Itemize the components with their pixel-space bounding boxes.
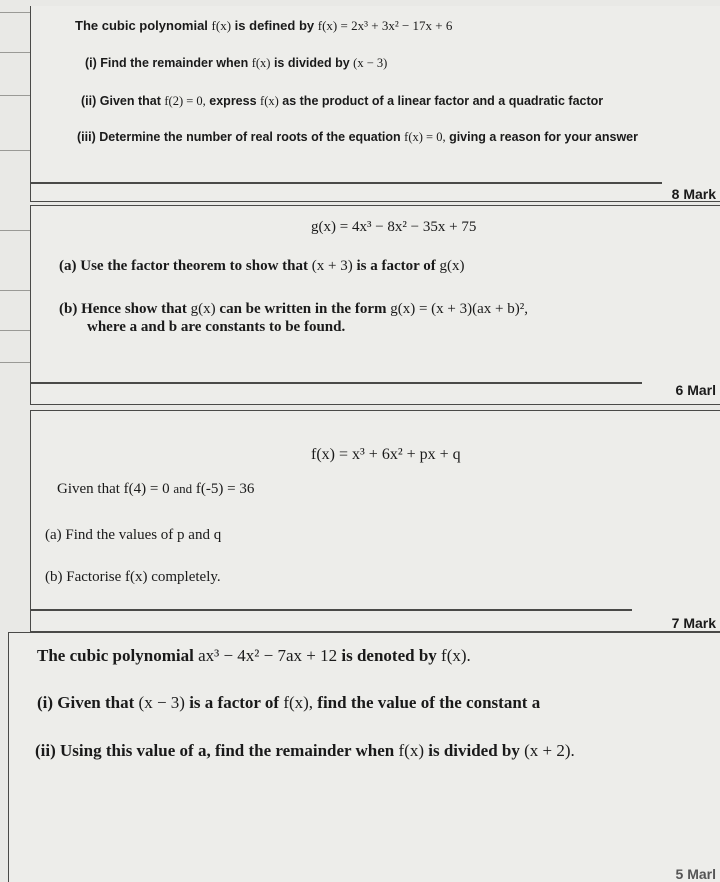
q1-part-ii-mid: express (209, 94, 257, 108)
q1-part-i-mid: is divided by (273, 56, 350, 70)
q4-intro-polynomial: ax³ − 4x² − 7ax + 12 (198, 646, 338, 665)
q2-equation: g(x) = 4x³ − 8x² − 35x + 75 (311, 219, 477, 235)
q3-part-b-rest: completely. (151, 569, 221, 585)
q1-part-iii-text: Determine the number of real roots of the equation (99, 130, 401, 144)
page-edge-line (0, 290, 30, 291)
q3-given (57, 481, 254, 498)
q1-part-i-fx: f(x) (251, 56, 271, 70)
q2-part-a-gx: g(x) (439, 258, 465, 274)
q3-part-b-text: Factorise (66, 569, 122, 585)
q3-given-condition-1: f(4) = 0 (123, 481, 170, 497)
q4-part-ii-label: (ii) (35, 741, 56, 760)
q3-given-text: Given that (57, 481, 120, 497)
q4-part-ii-text: Using this value of a, find the remainder when (60, 741, 395, 760)
q1-intro-equation: f(x) = 2x³ + 3x² − 17x + 6 (317, 18, 453, 33)
q4-part-ii-divisor: (x + 2). (524, 741, 575, 760)
q1-part-iii-label: (iii) (77, 130, 96, 144)
page-edge-line (0, 362, 30, 363)
q2-part-a (59, 258, 464, 275)
question-1-panel (30, 6, 720, 202)
q2-part-b-line2: where a and b are constants to be found. (87, 319, 346, 335)
question-1-divider (31, 182, 662, 184)
q1-part-ii-label: (ii) (81, 94, 97, 108)
q1-part-ii-text: Given that (99, 94, 161, 108)
q1-intro (75, 18, 452, 34)
q4-part-ii-fx: f(x) (398, 741, 424, 760)
q4-part-ii-mid: is divided by (428, 741, 520, 760)
q1-part-iii (77, 130, 638, 145)
q1-part-ii-rest: as the product of a linear factor and a quadratic factor (282, 94, 604, 108)
q1-intro-fx: f(x) (211, 18, 232, 33)
question-2-panel (30, 205, 720, 405)
page-edge-line (0, 95, 30, 96)
question-2-divider (31, 382, 642, 384)
q2-part-b-text: Hence show that (81, 301, 187, 317)
q1-intro-defined: is defined by (234, 18, 315, 33)
q3-part-a (45, 527, 221, 544)
q2-part-b-label: (b) (59, 301, 78, 317)
q4-part-i-rest: find the value of the constant a (317, 693, 541, 712)
q3-part-a-label: (a) (45, 527, 62, 543)
question-3-panel (30, 410, 720, 632)
q3-given-condition-2: f(-5) = 36 (195, 481, 255, 497)
question-3-divider (31, 609, 632, 611)
q2-part-b (59, 301, 528, 318)
q1-part-ii (81, 94, 603, 109)
q2-part-a-text: Use the factor theorem to show that (80, 258, 308, 274)
q1-part-iii-rest: giving a reason for your answer (449, 130, 639, 144)
q1-part-i-text: Find the remainder when (100, 56, 249, 70)
q4-part-ii (35, 741, 575, 761)
q3-equation: f(x) = x³ + 6x² + px + q (311, 446, 461, 463)
q3-part-b-fx: f(x) (124, 569, 148, 585)
q2-part-b-gx: g(x) (190, 301, 216, 317)
q4-part-i (37, 693, 540, 713)
q3-part-b-label: (b) (45, 569, 63, 585)
q2-part-a-label: (a) (59, 258, 77, 274)
q1-intro-text: The cubic polynomial (75, 18, 208, 33)
q4-part-i-fx: f(x), (283, 693, 314, 712)
q1-part-i-divisor: (x − 3) (353, 56, 388, 70)
q4-marks: 5 Marl (675, 866, 716, 882)
page-edge-line (0, 230, 30, 231)
page-edge-line (0, 330, 30, 331)
q4-intro-text: The cubic polynomial (37, 646, 194, 665)
page-edge-line (0, 12, 30, 13)
q1-part-ii-fx: f(x) (260, 94, 279, 108)
q1-part-iii-equation: f(x) = 0, (404, 130, 446, 144)
q4-part-i-label: (i) (37, 693, 54, 712)
q1-part-ii-condition: f(2) = 0, (164, 94, 206, 108)
q1-part-i-label: (i) (85, 56, 97, 70)
page-edge-line (0, 52, 30, 53)
q4-part-i-factor: (x − 3) (138, 693, 185, 712)
page-edge-line (0, 150, 30, 151)
q3-part-a-text: Find the values of p and q (65, 527, 222, 543)
q2-part-a-factor: (x + 3) (311, 258, 353, 274)
question-4-panel (8, 632, 720, 882)
q4-intro (37, 646, 471, 666)
q3-part-b (45, 569, 221, 586)
q2-part-b-form: g(x) = (x + 3)(ax + b)², (390, 301, 528, 317)
q4-part-i-text: Given that (57, 693, 135, 712)
q4-part-i-mid: is a factor of (189, 693, 280, 712)
q4-intro-fx: f(x). (441, 646, 471, 665)
q1-marks: 8 Mark (671, 186, 716, 202)
q4-intro-mid: is denoted by (341, 646, 437, 665)
q2-part-a-mid: is a factor of (356, 258, 436, 274)
q3-marks: 7 Mark (671, 615, 716, 631)
q2-part-b-mid: can be written in the form (219, 301, 387, 317)
q2-marks: 6 Marl (675, 382, 716, 398)
q1-part-i (85, 56, 387, 71)
q3-given-and: and (173, 481, 193, 496)
